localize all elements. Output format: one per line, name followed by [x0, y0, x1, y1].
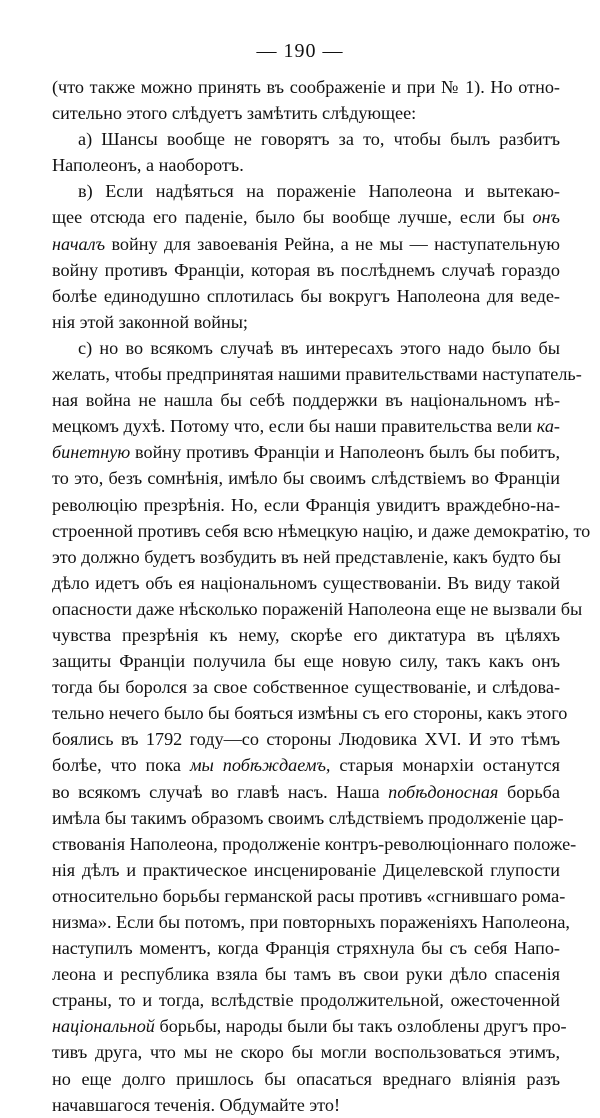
text-line — [52, 283, 560, 309]
text-run: строенной противъ себя всю нѣмецкую націю, и даже демократію, то — [52, 520, 591, 541]
text-line — [52, 204, 560, 230]
text-line — [52, 987, 560, 1013]
text-run: ствованія Наполеона, продолженіе контръ-революціоннаго положе- — [52, 833, 577, 854]
text-run: боялись въ 1792 году—со стороны Людовика XVI. И это тѣмъ — [52, 729, 560, 750]
text-line — [52, 413, 560, 439]
text-line — [52, 1013, 567, 1039]
text-run: но еще долго пришлось бы опасаться вреднаго вліянія разъ — [52, 1068, 560, 1089]
text-line — [52, 309, 560, 335]
text-run: начавшагося теченія. Обдумайте это! — [52, 1094, 340, 1115]
text-line — [52, 805, 564, 831]
text-run: дѣло идетъ объ ея національномъ существованіи. Въ виду такой — [52, 572, 560, 593]
text-run: это должно будетъ возбудить въ ней представленіе, какъ будто бы — [52, 546, 561, 567]
text-line — [52, 596, 583, 622]
text-run: опасности даже нѣсколько пораженій Наполеона еще не вызвали бы — [52, 598, 583, 619]
text-run: войну противъ Франціи и Наполеонъ былъ бы побитъ, — [130, 442, 560, 463]
text-line — [52, 935, 560, 961]
italic-text: ка- — [536, 416, 560, 437]
text-line — [52, 518, 591, 544]
text-run: леона и республика взяла бы тамъ въ свои руки дѣло спасенія — [52, 964, 560, 985]
text-line — [52, 335, 560, 361]
text-line — [52, 831, 577, 857]
text-run: болѣе единодушно сплотилась бы вокругъ Наполеона для веде- — [52, 285, 560, 306]
text-line — [52, 570, 560, 596]
text-line — [52, 726, 560, 752]
italic-text: мы побѣждаемъ, — [189, 755, 331, 776]
text-run: тогда бы боролся за свое собственное существованіе, и слѣдова- — [52, 677, 560, 698]
text-run: с) но во всякомъ случаѣ въ интересахъ этого надо было бы — [78, 337, 560, 358]
text-run: защиты Франціи получила бы еще новую силу, такъ какъ онъ — [52, 651, 560, 672]
text-line — [52, 674, 560, 700]
text-run: низма». Если бы потомъ, при повторныхъ пораженіяхъ Наполеона, — [52, 912, 570, 932]
text-run: имѣла бы такимъ образомъ своимъ слѣдствіемъ продолженіе цар- — [52, 807, 564, 828]
page-number: — 190 — — [256, 40, 344, 62]
italic-text: онъ — [532, 207, 560, 228]
text-line — [52, 178, 560, 204]
text-run: в) Если надѣяться на пораженіе Наполеона и вытекаю- — [78, 181, 560, 202]
text-run: относительно борьбы германской расы противъ «сгнившаго рома- — [52, 885, 566, 906]
text-run: во всякомъ случаѣ во главѣ насъ. Наша — [52, 781, 389, 802]
text-run: ная война не нашла бы себѣ поддержки въ національномъ нѣ- — [52, 390, 560, 411]
text-line — [52, 74, 560, 100]
text-run: войну противъ Франціи, которая въ послѣднемъ случаѣ гораздо — [52, 259, 560, 280]
text-run: тельно нечего было бы бояться измѣны съ его стороны, какъ этого — [52, 703, 568, 724]
text-line — [52, 622, 560, 648]
text-run: то это, безъ сомнѣнія, имѣло бы своимъ слѣдствіемъ во Франціи — [52, 468, 560, 489]
text-line — [52, 1039, 560, 1065]
italic-text: бинетную — [52, 442, 131, 463]
text-run: страны, то и тогда, вслѣдствіе продолжительной, ожесточенной — [52, 990, 560, 1011]
text-run: нія этой законной войны; — [52, 311, 248, 332]
text-line — [52, 857, 560, 883]
text-line — [52, 361, 582, 387]
text-run: старыя монархіи останутся — [330, 755, 560, 776]
body-text — [52, 74, 591, 1118]
text-run: мецкомъ духѣ. Потому что, если бы наши правительства вели — [52, 416, 537, 437]
text-line — [52, 231, 560, 257]
text-line — [52, 752, 560, 778]
text-line — [52, 257, 560, 283]
text-line — [52, 779, 560, 805]
text-run: щее отсюда его паденіе, было бы вообще лучше, если бы — [52, 207, 533, 228]
text-line — [52, 126, 560, 152]
italic-text: національной — [52, 1016, 155, 1037]
text-line — [52, 1092, 560, 1118]
text-line — [52, 700, 568, 726]
text-line — [52, 883, 566, 909]
text-run: болѣе, что пока — [52, 755, 190, 776]
text-run: революцію презрѣнія. Но, если Франція увидитъ враждебно-на- — [52, 494, 560, 515]
text-run: а) Шансы вообще не говорятъ за то, чтобы былъ разбитъ — [78, 129, 560, 150]
text-line — [52, 648, 560, 674]
text-line — [52, 465, 560, 491]
text-run: тивъ друга, что мы не скоро бы могли воспользоваться этимъ, — [52, 1042, 560, 1063]
text-run: сительно этого слѣдуетъ замѣтить слѣдующее: — [52, 103, 417, 124]
text-line — [52, 387, 560, 413]
text-run: Наполеонъ, а наоборотъ. — [52, 155, 244, 176]
text-run: наступилъ моментъ, когда Франція стряхнула бы съ себя Напо- — [52, 938, 560, 959]
text-run: желать, чтобы предпринятая нашими правительствами наступатель- — [52, 364, 582, 385]
italic-text: началъ — [52, 233, 106, 254]
italic-text: побѣдоносная — [388, 781, 499, 802]
text-line — [52, 544, 560, 570]
text-run: борьбы, народы были бы такъ озлоблены другъ про- — [154, 1016, 567, 1037]
text-line — [52, 439, 560, 465]
text-line — [52, 909, 570, 935]
text-line — [52, 492, 560, 518]
text-run: нія дѣлъ и практическое инсценированіе Дицелевской глупости — [52, 859, 560, 880]
text-line — [52, 100, 560, 126]
text-run: войну для завоеванія Рейна, а не мы — наступательную — [105, 233, 560, 254]
text-run: борьба — [498, 781, 561, 802]
text-run: (что также можно принять въ соображеніе и при № 1). Но отно- — [52, 77, 560, 97]
text-run: чувства презрѣнія къ нему, скорѣе его диктатура въ цѣляхъ — [52, 624, 560, 645]
text-line — [52, 1066, 560, 1092]
text-line — [52, 961, 560, 987]
text-line — [52, 152, 560, 178]
